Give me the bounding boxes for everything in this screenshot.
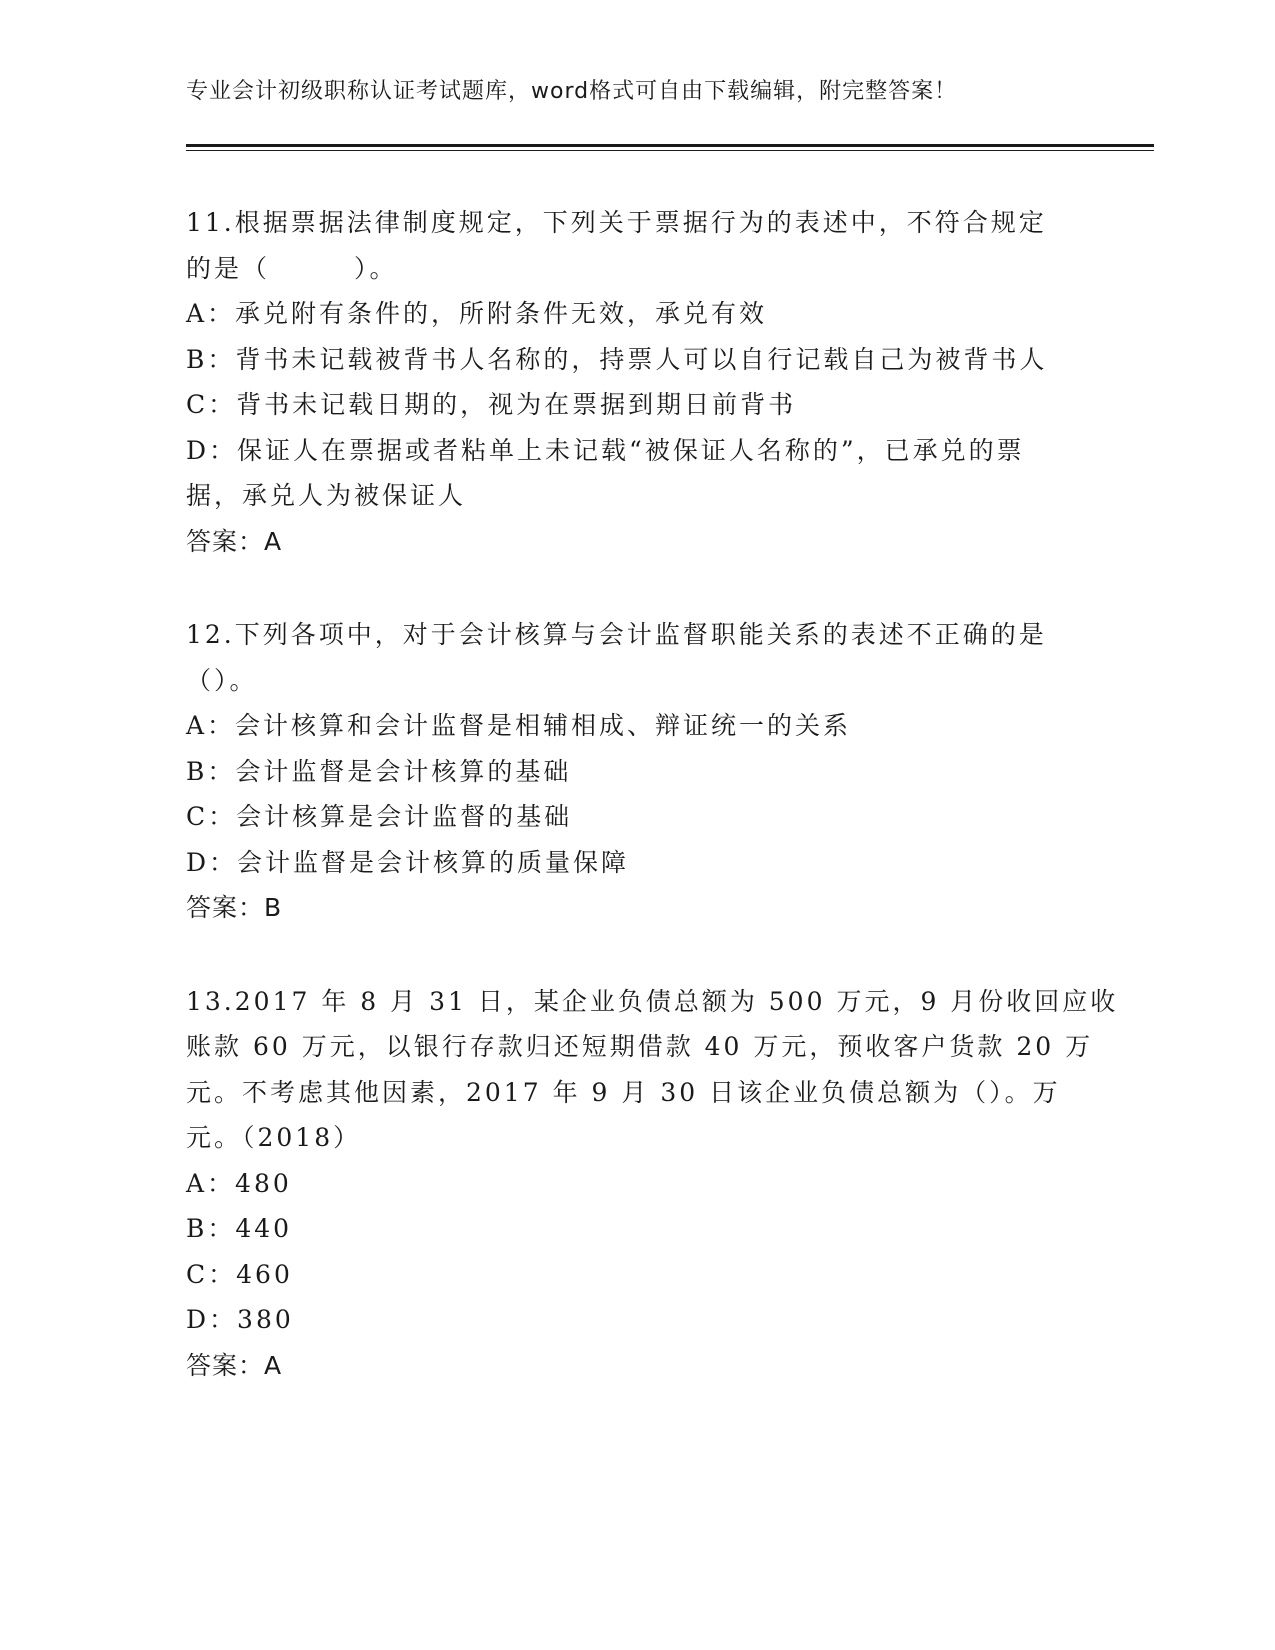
option-d: D：会计监督是会计核算的质量保障 [186, 847, 630, 877]
question-stem-line: （）。 [186, 665, 258, 695]
question-stem-line: 账款 60 万元，以银行存款归还短期借款 40 万元，预收客户货款 20 万 [186, 1032, 1094, 1061]
option-c: C：会计核算是会计监督的基础 [186, 802, 573, 831]
question-stem-line: 11.根据票据法律制度规定，下列关于票据行为的表述中，不符合规定 [186, 208, 1047, 237]
option-d: D：380 [186, 1305, 294, 1334]
option-c: C：背书未记载日期的，视为在票据到期日前背书 [186, 390, 797, 419]
question-stem-line: 12.下列各项中，对于会计核算与会计监督职能关系的表述不正确的是 [186, 620, 1047, 649]
question-stem-line: 13.2017 年 8 月 31 日，某企业负债总额为 500 万元，9 月份收回应收 [186, 986, 1119, 1016]
option-c: C：460 [186, 1259, 293, 1289]
answer: 答案：A [186, 1350, 283, 1380]
option-d: D：保证人在票据或者粘单上未记载“被保证人名称的”，已承兑的票 [186, 435, 1025, 465]
header-rule-thin [186, 150, 1154, 151]
option-b: B：背书未记载被背书人名称的，持票人可以自行记载自己为被背书人 [186, 344, 1048, 374]
question-stem-line: 元。不考虑其他因素，2017 年 9 月 30 日该企业负债总额为（）。万 [186, 1077, 1061, 1107]
option-a: A：480 [186, 1168, 292, 1198]
question-stem-line: 元。（2018） [186, 1123, 362, 1152]
question-11 [186, 200, 1086, 564]
question-13 [186, 979, 1119, 1389]
option-d-continued: 据，承兑人为被保证人 [186, 481, 467, 510]
question-list [186, 200, 1119, 1436]
option-b: B：440 [186, 1214, 293, 1243]
option-a: A：承兑附有条件的，所附条件无效，承兑有效 [186, 299, 768, 328]
question-stem-line: 的是（ ）。 [186, 253, 398, 283]
answer: 答案：A [186, 526, 283, 556]
header-rule-thick [186, 144, 1154, 147]
answer: 答案：B [186, 893, 283, 922]
option-a: A：会计核算和会计监督是相辅相成、辩证统一的关系 [186, 711, 852, 740]
page-header: 专业会计初级职称认证考试题库，word格式可自由下载编辑，附完整答案！ [186, 79, 958, 104]
option-b: B：会计监督是会计核算的基础 [186, 756, 572, 786]
question-12 [186, 612, 1086, 931]
